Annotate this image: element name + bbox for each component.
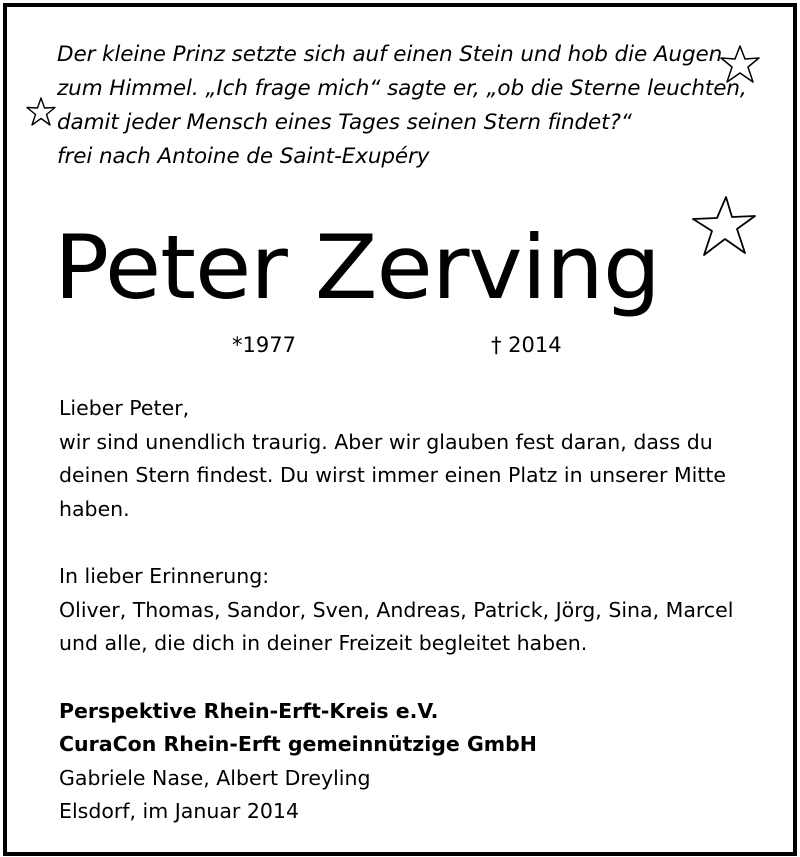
remembrance-line: und alle, die dich in deiner Freizeit begleitet haben. xyxy=(59,631,588,655)
quote-line: Der kleine Prinz setzte sich auf einen Stein und hob die Augen xyxy=(57,42,723,67)
star-icon xyxy=(690,195,758,259)
message-line: deinen Stern findest. Du wirst immer einen Platz in unserer Mitte xyxy=(59,463,727,487)
remembrance-line: Oliver, Thomas, Sandor, Sven, Andreas, Patrick, Jörg, Sina, Marcel xyxy=(59,597,734,622)
quote-block xyxy=(57,38,747,174)
spacer xyxy=(59,526,759,560)
message-line: wir sind unendlich traurig. Aber wir glauben fest daran, dass du xyxy=(59,429,713,454)
message-line: haben. xyxy=(59,496,130,521)
greeting: Lieber Peter, xyxy=(59,396,190,420)
remembrance-intro: In lieber Erinnerung: xyxy=(59,564,270,588)
death-year: † 2014 xyxy=(491,333,562,357)
spacer xyxy=(59,661,759,695)
star-icon xyxy=(718,44,762,86)
quote-line: zum Himmel. „Ich frage mich“ sagte er, „ob die Sterne leuchten, xyxy=(57,76,747,101)
signatories: Gabriele Nase, Albert Dreyling xyxy=(59,765,371,790)
quote-attribution: frei nach Antoine de Saint-Exupéry xyxy=(57,144,430,169)
quote-line: damit jeder Mensch eines Tages seinen Stern findet?“ xyxy=(57,110,632,135)
star-icon xyxy=(24,96,58,130)
message-block xyxy=(59,392,759,829)
birth-year: *1977 xyxy=(232,333,296,357)
place-date: Elsdorf, im Januar 2014 xyxy=(59,799,300,823)
organization-name: CuraCon Rhein-Erft gemeinnützige GmbH xyxy=(59,732,537,756)
deceased-name: Peter Zerving xyxy=(54,216,660,319)
organization-name: Perspektive Rhein-Erft-Kreis e.V. xyxy=(59,698,439,723)
